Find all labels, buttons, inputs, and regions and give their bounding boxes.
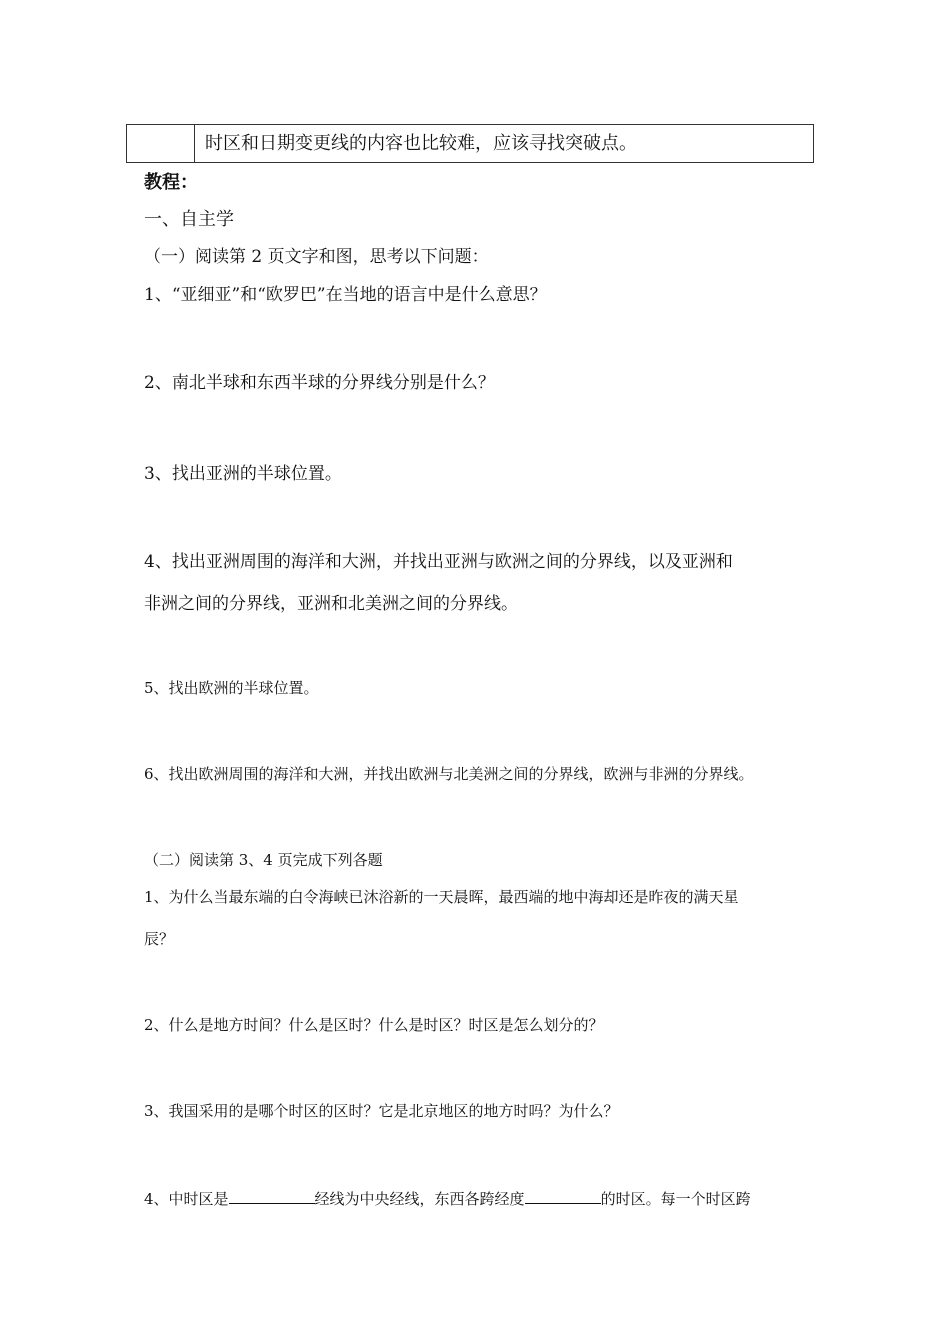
part1-question-3: 3、找出亚洲的半球位置。 [144, 464, 342, 484]
part1-question-4-line2: 非洲之间的分界线，亚洲和北美洲之间的分界线。 [144, 594, 518, 614]
part2-question-1-line2: 辰？ [144, 930, 175, 948]
lesson-table [126, 124, 814, 163]
part2-question-2: 2、什么是地方时间？什么是区时？什么是时区？时区是怎么划分的？ [144, 1016, 604, 1034]
q4-text-2: 经线为中央经线，东西各跨经度 [314, 1190, 525, 1208]
tutorial-heading: 教程： [144, 172, 198, 193]
part1-question-6: 6、找出欧洲周围的海洋和大洲，并找出欧洲与北美洲之间的分界线，欧洲与非洲的分界线。 [144, 765, 754, 783]
part2-question-3: 3、我国采用的是哪个时区的区时？它是北京地区的地方时吗？为什么？ [144, 1102, 619, 1120]
part2-question-1-line1: 1、为什么当最东端的白令海峡已沐浴新的一天晨晖，最西端的地中海却还是昨夜的满天星 [144, 888, 739, 906]
part1-question-4-line1: 4、找出亚洲周围的海洋和大洲，并找出亚洲与欧洲之间的分界线，以及亚洲和 [144, 552, 733, 572]
part2-question-4 [144, 1187, 751, 1209]
table-content-cell: 时区和日期变更线的内容也比较难，应该寻找突破点。 [205, 133, 637, 154]
part1-question-1: 1、“亚细亚”和“欧罗巴”在当地的语言中是什么意思？ [144, 285, 547, 305]
table-label-cell [127, 125, 195, 162]
part1-title: （一）阅读第 2 页文字和图，思考以下问题： [144, 247, 489, 267]
answer-blank-2[interactable] [525, 1187, 601, 1204]
part1-question-5: 5、找出欧洲的半球位置。 [144, 679, 319, 697]
q4-text-3: 的时区。每一个时区跨 [600, 1190, 751, 1208]
part2-title: （二）阅读第 3、4 页完成下列各题 [144, 851, 383, 869]
answer-blank-1[interactable] [229, 1187, 315, 1204]
section-title: 一、自主学 [144, 209, 234, 230]
q4-text-1: 4、中时区是 [144, 1190, 229, 1208]
part1-question-2: 2、南北半球和东西半球的分界线分别是什么？ [144, 373, 495, 393]
